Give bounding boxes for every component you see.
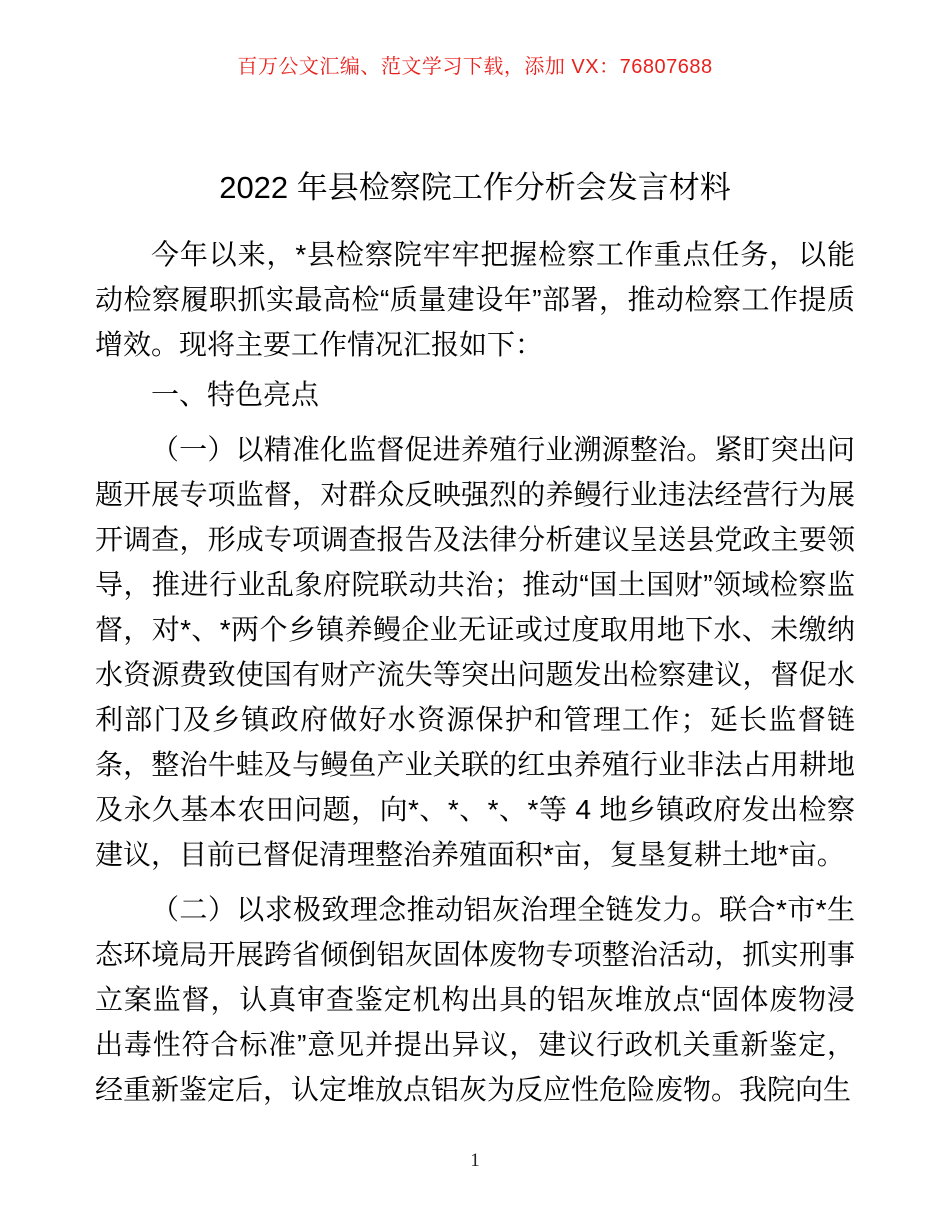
- paragraph-intro: 今年以来，*县检察院牢牢把握检察工作重点任务，以能动检察履职抓实最高检“质量建设年”部署，推动检察工作提质增效。现将主要工作情况汇报如下：: [95, 239, 855, 360]
- document-title: 2022 年县检察院工作分析会发言材料: [219, 170, 731, 205]
- paragraph-section-2: （二）以求极致理念推动铝灰治理全链发力。联合*市*生态环境局开展跨省倾倒铝灰固体废物专项整治活动，抓实刑事立案监督，认真审查鉴定机构出具的铝灰堆放点“固体废物浸出毒性符合标准”意见并提出异议，建议行政机关重新鉴定，经重新鉴定后，认定堆放点铝灰为反应性危险废物。我院向生: [95, 894, 855, 1105]
- document-body: [95, 232, 855, 1112]
- page-number: 1: [470, 1150, 480, 1171]
- promo-header-notice: 百万公文汇编、范文学习下载，添加 VX：76807688: [237, 56, 713, 78]
- paragraph-section-1: （一）以精准化监督促进养殖行业溯源整治。紧盯突出问题开展专项监督，对群众反映强烈的养鳗行业违法经营行为展开调查，形成专项调查报告及法律分析建议呈送县党政主要领导，推进行业乱象府院联动共治；推动“国土国财”领域检察监督，对*、*两个乡镇养鳗企业无证或过度取用地下水、未缴纳水资源费致使国有财产流失等突出问题发出检察建议，督促水利部门及乡镇政府做好水资源保护和管理工作；延长监督链条，整治牛蛙及与鳗鱼产业关联的红虫养殖行业非法占用耕地及永久基本农田问题，向*、*、*、*等 4 地乡镇政府发出检察建议，目前已督促清理整治养殖面积*亩，复垦复耕土地*亩。: [95, 434, 855, 870]
- section-heading-1: 一、特色亮点: [151, 379, 320, 410]
